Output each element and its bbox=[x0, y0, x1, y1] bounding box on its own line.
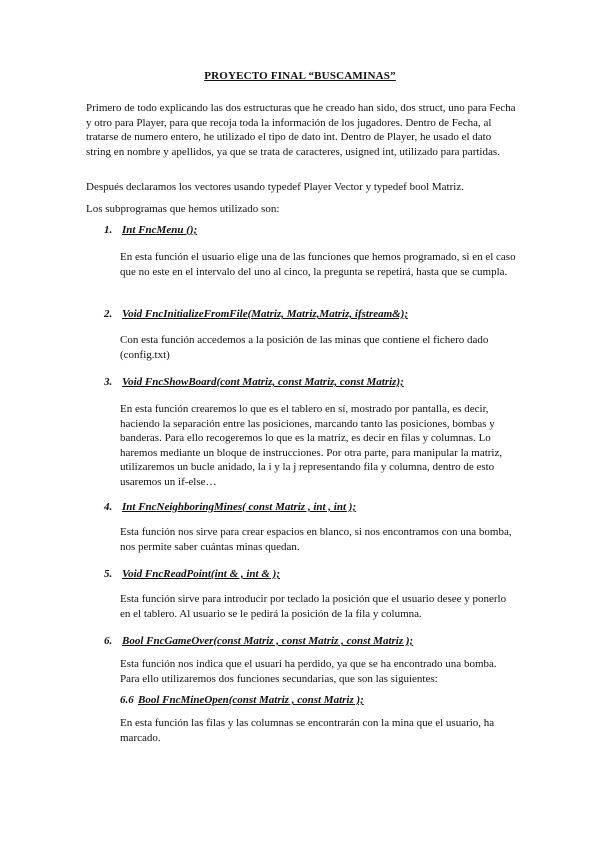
item-desc-1: En esta función el usuario elige una de las funciones que hemos programado, si en el caso que no este en el intervalo del uno al cinco, la pregunta se repetirá, hasta que se cumpla. bbox=[120, 251, 516, 278]
item-heading-5: 5. Void FncReadPoint(int & , int & ); bbox=[104, 568, 280, 580]
item-heading-6: 6. Bool FncGameOver(const Matriz , const Matriz , const Matriz ); bbox=[104, 635, 414, 647]
vectors-paragraph: Después declaramos los vectores usando typedef Player Vector y typedef bool Matriz. bbox=[86, 181, 464, 193]
item-label-3: Void FncShowBoard(cont Matriz, const Matriz, const Matriz); bbox=[122, 376, 404, 388]
item-desc-2: Con esta función accedemos a la posición de las minas que contiene el fichero dado (config.txt) bbox=[120, 334, 489, 361]
item-heading-4: 4. Int FncNeighboringMines( const Matriz , int , int ); bbox=[104, 501, 357, 513]
item-label-5: Void FncReadPoint(int & , int & ); bbox=[122, 568, 280, 580]
item-label-1: Int FncMenu (); bbox=[122, 224, 198, 236]
intro-paragraph: Primero de todo explicando las dos estructuras que he creado han sido, dos struct, uno para Fecha y otro para Player, para que recoja toda la información de los jugadores. Dentro de Fecha, al tratarse de numero entero, he utilizado el tipo de dato int. Dentro de Player, he usado el dato string en nombre y apellidos, ya que se trata de caracteres, usigned int, utilizado para partidas. bbox=[86, 102, 516, 158]
item-label-2: Void FncInitializeFromFile(Matriz, Matriz,Matriz, ifstream&); bbox=[122, 308, 409, 320]
item-desc-5: Esta función sirve para introducir por teclado la posición que el usuario desee y ponerlo en el tablero. Al usuario se le pedirá la posición de la fila y columna. bbox=[120, 593, 507, 620]
subitem-heading: 6.6 Bool FncMineOpen(const Matriz , const Matriz ); bbox=[120, 694, 364, 706]
item-label-6: Bool FncGameOver(const Matriz , const Matriz , const Matriz ); bbox=[122, 635, 414, 647]
item-desc-6: Esta función nos indica que el usuari ha perdido, ya que se ha encontrado una bomba. Para ello utilizaremos dos funciones secundarias, que son las siguientes: bbox=[120, 658, 497, 685]
document-title: PROYECTO FINAL “BUSCAMINAS” bbox=[204, 70, 396, 82]
item-heading-3: 3. Void FncShowBoard(cont Matriz, const Matriz, const Matriz); bbox=[104, 376, 404, 388]
item-heading-2: 2. Void FncInitializeFromFile(Matriz, Matriz,Matriz, ifstream&); bbox=[104, 308, 409, 320]
subitem-desc: En esta función las filas y las columnas se encontrarán con la mina que el usuario, ha marcado. bbox=[120, 717, 495, 744]
subprograms-intro: Los subprogramas que hemos utilizado son: bbox=[86, 203, 280, 215]
item-desc-4: Esta función nos sirve para crear espacios en blanco, si nos encontramos con una bomba, nos permite saber cuántas minas quedan. bbox=[120, 526, 512, 553]
item-desc-3: En esta función crearemos lo que es el tablero en sí, mostrado por pantalla, es decir, haciendo la separación entre las posiciones, marcando tanto las posiciones, bombas y banderas. Para ello recogeremos lo que es la matriz, es decir en filas y columnas. Lo haremos mediante un bloque de instrucciones. Por otra parte, para manipular la matriz, utilizaremos un bucle anidado, la i y la j representando fila y columna, dentro de esto usaremos un if-else… bbox=[120, 403, 503, 488]
subitem-label: Bool FncMineOpen(const Matriz , const Matriz ); bbox=[138, 694, 364, 706]
item-label-4: Int FncNeighboringMines( const Matriz , int , int ); bbox=[122, 501, 357, 513]
item-heading-1: 1. Int FncMenu (); bbox=[104, 224, 198, 236]
